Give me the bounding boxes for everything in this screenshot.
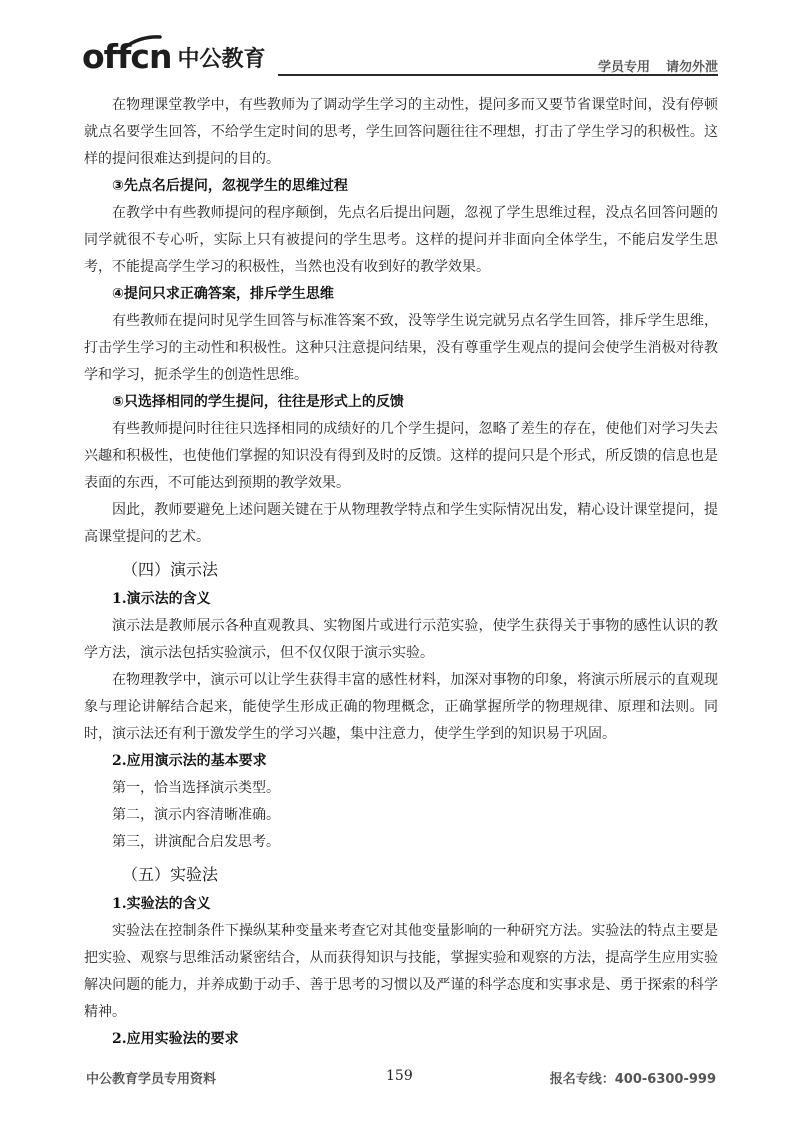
subheading: ③先点名后提问，忽视学生的思维过程 — [112, 178, 348, 194]
paragraph: 在教学中有些教师提问的程序颠倒，先点名后提出问题，忽视了学生思维过程，没点名回答问题的同学就很不专心听，实际上只有被提问的学生思考。这样的提问并非面向全体学生，不能启发学生思考，不能提高学生学习的积极性，当然也没有收到好的教学效果。 — [84, 205, 718, 275]
header-tags — [598, 56, 718, 75]
tag-student-only: 学员专用 — [597, 60, 650, 75]
subsection-heading: 2.应用演示法的基本要求 — [112, 753, 267, 769]
offcn-logo — [82, 37, 266, 76]
page-footer — [86, 1068, 716, 1090]
paragraph: 因此，教师要避免上述问题关键在于从物理教学特点和学生实际情况出发，精心设计课堂提问，提高课堂提问的艺术。 — [84, 502, 718, 545]
section-heading-demonstration: （四）演示法 — [122, 560, 219, 579]
logo-latin: offcn — [82, 37, 172, 76]
subheading: ⑤只选择相同的学生提问，往往是形式上的反馈 — [112, 394, 404, 410]
paragraph: 有些教师提问时往往只选择相同的成绩好的几个学生提问，忽略了差生的存在，使他们对学习失去兴趣和积极性，也使他们掌握的知识没有得到及时的反馈。这样的提问只是个形式，所反馈的信息也是表面的东西，不可能达到预期的教学效果。 — [84, 421, 718, 491]
page-content — [84, 92, 718, 1053]
subsection-heading: 1.实验法的含义 — [112, 896, 211, 912]
list-item: 第二，演示内容清晰准确。 — [112, 807, 280, 823]
paragraph: 在物理教学中，演示可以让学生获得丰富的感性材料，加深对事物的印象，将演示所展示的直观现象与理论讲解结合起来，能使学生形成正确的物理概念，正确掌握所学的物理规律、原理和法则。同时，演示法还有利于激发学生的学习兴趣，集中注意力，使学生学到的知识易于巩固。 — [84, 672, 718, 742]
footer-hotline: 报名专线：400-6300-999 — [549, 1072, 716, 1087]
subsection-heading: 2.应用实验法的要求 — [112, 1031, 239, 1047]
page-header — [82, 36, 718, 84]
subsection-heading: 1.演示法的含义 — [112, 591, 211, 607]
footer-material-label: 中公教育学员专用资料 — [86, 1072, 217, 1087]
section-heading-experiment: （五）实验法 — [122, 865, 219, 884]
list-item: 第一，恰当选择演示类型。 — [112, 780, 280, 796]
tag-confidential: 请勿外泄 — [665, 60, 718, 75]
paragraph: 演示法是教师展示各种直观教具、实物图片或进行示范实验，使学生获得关于事物的感性认识的教学方法，演示法包括实验演示，但不仅仅限于演示实验。 — [84, 618, 718, 661]
list-item: 第三，讲演配合启发思考。 — [112, 834, 280, 850]
logo-swoosh-icon — [122, 34, 162, 50]
subheading: ④提问只求正确答案，排斥学生思维 — [112, 286, 334, 302]
logo-chinese: 中公教育 — [177, 47, 266, 72]
paragraph: 在物理课堂教学中，有些教师为了调动学生学习的主动性，提问多而又要节省课堂时间，没有停顿就点名要学生回答，不给学生定时间的思考，学生回答问题往往不理想，打击了学生学习的积极性。这样的提问很难达到提问的目的。 — [84, 97, 718, 167]
paragraph: 有些教师在提问时见学生回答与标准答案不致，没等学生说完就另点名学生回答，排斥学生思维，打击学生学习的主动性和积极性。这种只注意提问结果，没有尊重学生观点的提问会使学生消极对待教学和学习，扼杀学生的创造性思维。 — [84, 313, 718, 383]
paragraph: 实验法在控制条件下操纵某种变量来考查它对其他变量影响的一种研究方法。实验法的特点主要是把实验、观察与思维活动紧密结合，从而获得知识与技能，掌握实验和观察的方法，提高学生应用实验解决问题的能力，并养成勤于动手、善于思考的习惯以及严谨的科学态度和实事求是、勇于探索的科学精神。 — [84, 923, 718, 1020]
page-number: 159 — [386, 1068, 413, 1084]
